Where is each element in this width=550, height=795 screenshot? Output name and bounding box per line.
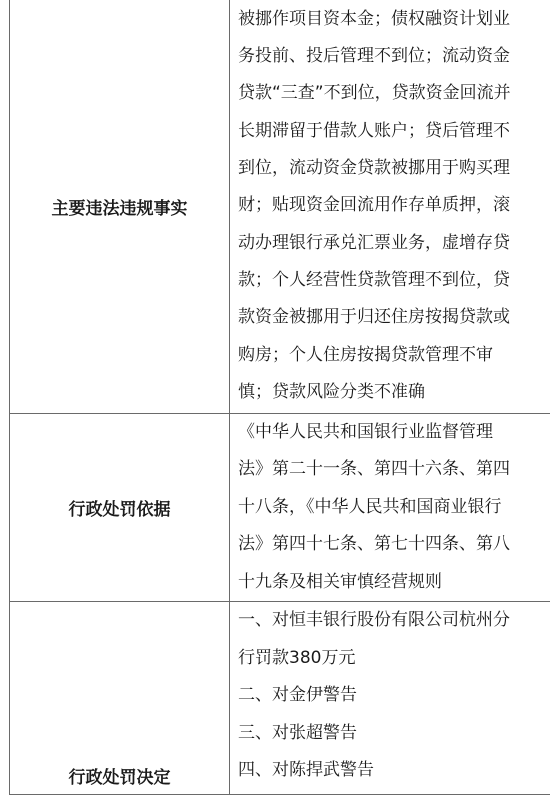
content-line: 二、对金伊警告: [238, 677, 549, 715]
content-line: 慎；贷款风险分类不准确: [238, 374, 549, 411]
content-line: 法》第二十一条、第四十六条、第四: [238, 451, 549, 488]
content-line: 《中华人民共和国银行业监督管理: [238, 414, 549, 451]
table-row: [10, 414, 550, 602]
content-line: 款资金被挪用于归还住房按揭贷款或: [238, 299, 549, 336]
row-content-violations: [230, 0, 550, 414]
content-line: 款；个人经营性贷款管理不到位，贷: [238, 262, 549, 299]
content-line: 四、对陈捍武警告: [238, 752, 549, 790]
content-line: 三、对张超警告: [238, 715, 549, 753]
content-line: 到位，流动资金贷款被挪用于购买理: [238, 150, 549, 187]
content-line: 务投前、投后管理不到位；流动资金: [238, 38, 549, 75]
content-line: 财；贴现资金回流用作存单质押，滚: [238, 187, 549, 224]
content-line: 十九条及相关审慎经营规则: [238, 564, 549, 601]
row-label-violations: 主要违法违规事实: [10, 0, 230, 414]
content-line: 行罚款380万元: [238, 640, 549, 678]
row-label-decision-text: 行政处罚决定: [10, 765, 229, 792]
content-line: 动办理银行承兑汇票业务，虚增存贷: [238, 225, 549, 262]
content-line: 购房；个人住房按揭贷款管理不审: [238, 337, 549, 374]
penalty-table: [9, 0, 550, 795]
content-line: 一、对恒丰银行股份有限公司杭州分: [238, 602, 549, 640]
content-line: 十八条，《中华人民共和国商业银行: [238, 489, 549, 526]
content-line: 长期滞留于借款人账户；贷后管理不: [238, 113, 549, 150]
table-row: [10, 0, 550, 414]
content-line: 被挪作项目资本金；债权融资计划业: [238, 1, 549, 38]
content-line: 贷款“三查”不到位，贷款资金回流并: [238, 75, 549, 112]
row-label-decision: [10, 602, 230, 795]
content-line: 法》第四十七条、第七十四条、第八: [238, 526, 549, 563]
row-label-basis: 行政处罚依据: [10, 414, 230, 602]
row-content-basis: [230, 414, 550, 602]
table-row: [10, 602, 550, 795]
row-content-decision: [230, 602, 550, 795]
